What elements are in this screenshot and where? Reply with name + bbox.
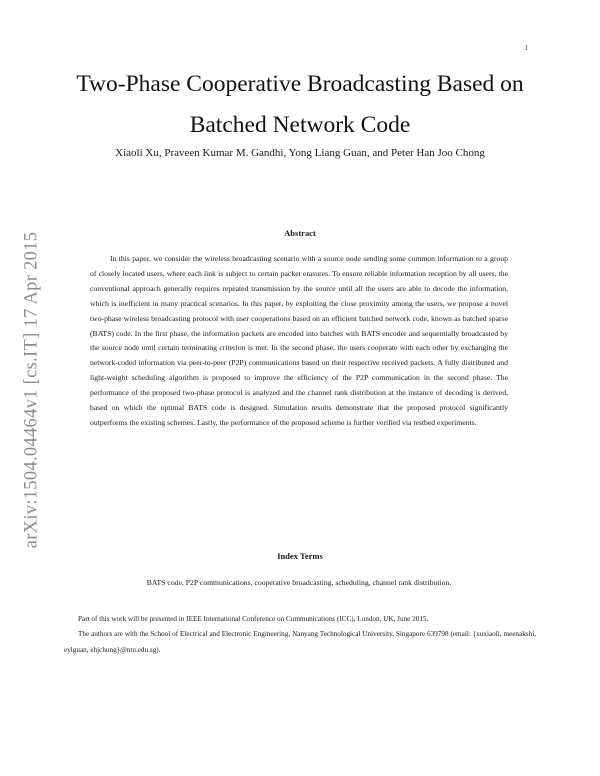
footnotes xyxy=(64,612,536,658)
abstract-heading: Abstract xyxy=(284,228,316,238)
index-terms-heading: Index Terms xyxy=(277,551,323,561)
paper-title-line-2: Batched Network Code xyxy=(189,112,411,138)
author-list: Xiaoli Xu, Praveen Kumar M. Gandhi, Yong Liang Guan, and Peter Han Joo Chong xyxy=(115,147,485,159)
paper-title-line-1: Two-Phase Cooperative Broadcasting Based on xyxy=(76,71,524,97)
paper-title xyxy=(62,64,538,146)
index-terms-body: BATS code, P2P communications, cooperative broadcasting, scheduling, channel rank distribution. xyxy=(146,578,452,587)
arxiv-stamp-text: arXiv:1504.04464v1 [cs.IT] 17 Apr 2015 xyxy=(21,231,42,549)
footnote-affiliation: The authors are with the School of Electrical and Electronic Engineering, Nanyang Technological University, Singapore 639798 (email: {xuxiaoli, meenakshi, eylguan, ehjchong}@ntu.edu.sg). xyxy=(64,630,536,654)
abstract-body: In this paper, we consider the wireless broadcasting scenario with a source node sending some common information to a group of closely located users, where each link is subject to certain packet erasures. To ensure reliable information reception by all users, the conventional approach generally requires repeated transmission by the source until all the users are able to decode the information, which is inefficient in many practical scenarios. In this paper, by exploiting the close proximity among the users, we propose a novel two-phase wireless broadcasting protocol with user cooperations based on an efficient batched network code, known as batched sparse (BATS) code. In the first phase, the information packets are encoded into batches with BATS encoder and sequentially broadcasted by the source node until certain terminating criterion is met. In the second phase, the users cooperate with each other by exchanging the network-coded information via peer-to-peer (P2P) communications based on their respective received packets. A fully distributed and light-weight scheduling algorithm is proposed to improve the efficiency of the P2P communication in the second phase. The performance of the proposed two-phase protocol is analyzed and the channel rank distribution at the instance of decoding is derived, based on which the optimal BATS code is designed. Simulation results demonstrate that the proposed protocol significantly outperforms the existing schemes. Lastly, the performance of the proposed scheme is further verified via testbed experiments. xyxy=(90,254,508,427)
footnote-conference: Part of this work will be presented in IEEE International Conference on Communications (ICC), London, UK, June 2015. xyxy=(78,615,429,623)
page-number: 1 xyxy=(524,44,528,52)
arxiv-stamp xyxy=(21,210,42,570)
